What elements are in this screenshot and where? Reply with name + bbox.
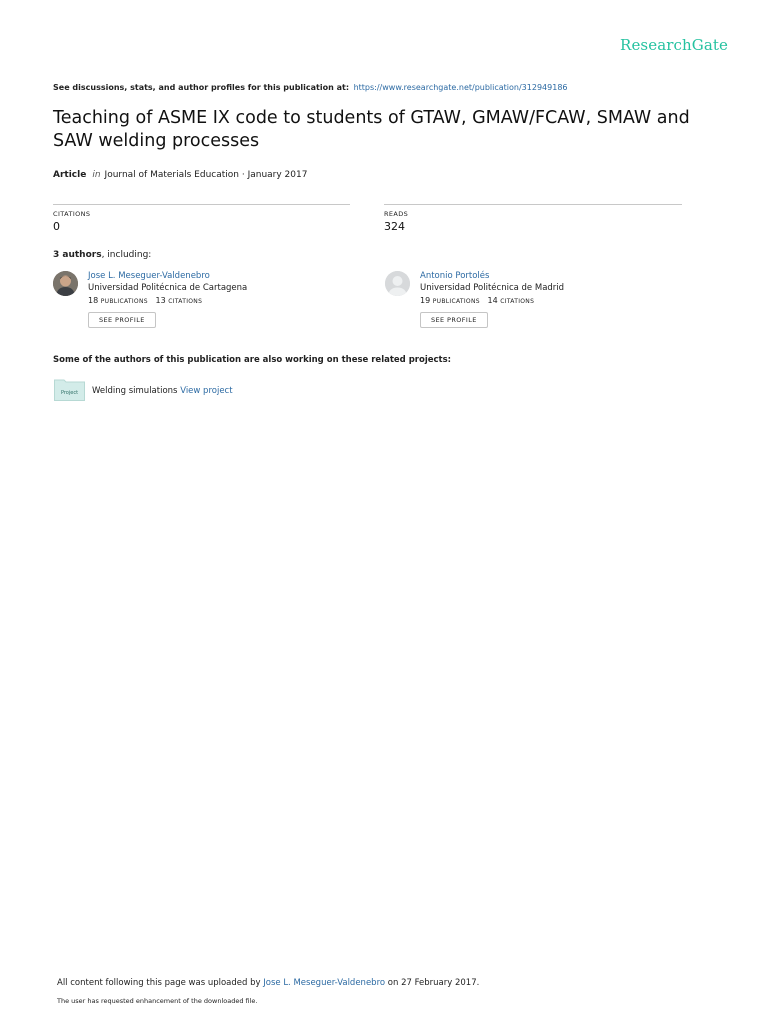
author-institution: Universidad Politécnica de Cartagena	[88, 283, 248, 293]
reads-count: 324	[384, 220, 405, 233]
project-icon-label: Project	[60, 390, 79, 396]
uploader-link[interactable]: Jose L. Meseguer-Valdenebro	[263, 978, 386, 988]
author-publications-count: 18	[88, 296, 99, 305]
publication-title: Teaching of ASME IX code to students of GTAW, GMAW/FCAW, SMAW and SAW welding processes	[53, 108, 690, 151]
authors-count: 3 authors	[53, 250, 102, 260]
upload-info	[57, 978, 479, 988]
related-projects-heading: Some of the authors of this publication are also working on these related projects:	[53, 355, 452, 365]
authors-heading	[53, 250, 151, 260]
publication-meta	[53, 170, 307, 180]
upload-prefix: All content following this page was uploaded by	[57, 978, 261, 988]
citations-label: CITATIONS	[53, 210, 91, 218]
view-project-link[interactable]: View project	[180, 386, 233, 396]
researchgate-logo[interactable]: ResearchGate	[620, 36, 728, 54]
person-photo-icon	[53, 271, 78, 296]
enhancement-note: The user has requested enhancement of the downloaded file.	[57, 997, 258, 1005]
see-profile-button[interactable]: SEE PROFILE	[420, 312, 488, 328]
author-citations-count: 13	[155, 296, 166, 305]
author-institution: Universidad Politécnica de Madrid	[420, 283, 565, 293]
author-citations-label: CITATIONS	[168, 298, 203, 305]
author-citations-label: CITATIONS	[500, 298, 535, 305]
journal-and-date: Journal of Materials Education · January 2017	[104, 170, 308, 180]
authors-heading-rest: , including:	[101, 250, 152, 260]
author-stats	[420, 296, 534, 305]
publication-url-link[interactable]: https://www.researchgate.net/publication/312949186	[353, 83, 568, 92]
citations-divider	[53, 204, 350, 205]
project-name: Welding simulations	[92, 386, 178, 396]
publication-type: Article	[53, 170, 87, 180]
folder-shape	[54, 378, 85, 401]
author-avatar-photo[interactable]	[53, 271, 78, 296]
see-profile-button[interactable]: SEE PROFILE	[88, 312, 156, 328]
reads-divider	[384, 204, 682, 205]
author-name-link[interactable]: Antonio Portolés	[420, 271, 490, 281]
discussion-line	[53, 83, 568, 92]
discussion-lead: See discussions, stats, and author profiles for this publication at:	[53, 83, 350, 92]
author-citations-count: 14	[487, 296, 498, 305]
reads-label: READS	[384, 210, 409, 218]
meta-in-word: in	[92, 170, 101, 180]
author-avatar-placeholder[interactable]	[385, 271, 410, 296]
project-item	[92, 386, 233, 396]
project-folder-icon[interactable]	[54, 378, 85, 401]
citations-count: 0	[53, 220, 60, 233]
user-placeholder-icon	[385, 271, 410, 296]
author-publications-label: PUBLICATIONS	[100, 298, 148, 305]
author-publications-count: 19	[420, 296, 431, 305]
author-stats	[88, 296, 202, 305]
author-name-link[interactable]: Jose L. Meseguer-Valdenebro	[88, 271, 210, 281]
upload-date: on 27 February 2017.	[387, 978, 480, 988]
author-publications-label: PUBLICATIONS	[432, 298, 480, 305]
